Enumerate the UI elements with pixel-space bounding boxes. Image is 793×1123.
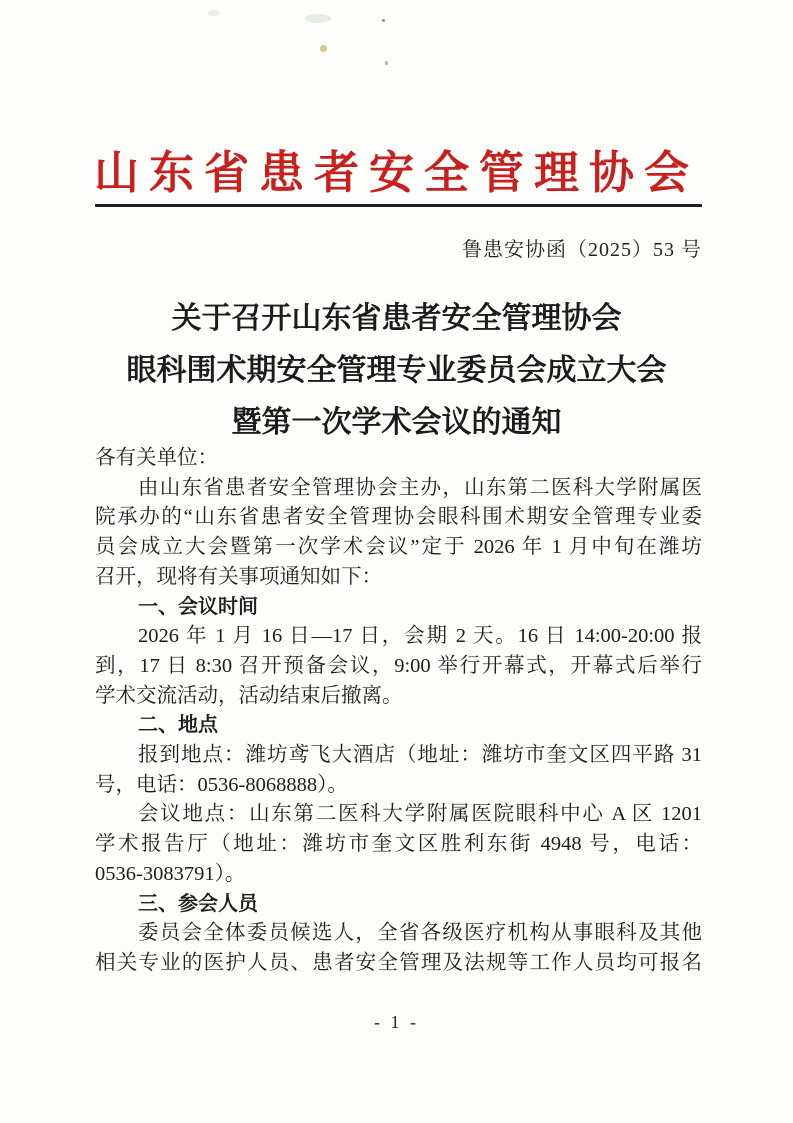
body-line: 0536-3083791）。 — [95, 862, 246, 885]
body-line: 相关专业的医护人员、患者安全管理及法规等工作人员均可报名 — [95, 951, 702, 974]
body-line: 由山东省患者安全管理协会主办，山东第二医科大学附属医 — [138, 476, 702, 499]
scan-speck — [208, 10, 220, 16]
document-title-line-3: 暨第一次学术会议的通知 — [231, 406, 562, 439]
body-line: 号，电话：0536-8068888）。 — [95, 773, 348, 796]
body-line: 学术交流活动，活动结束后撤离。 — [95, 684, 403, 707]
body-line: 召开，现将有关事项通知如下： — [95, 565, 382, 588]
document-reference-number: 鲁患安协函（2025）53 号 — [462, 239, 702, 261]
body-line: 员会成立大会暨第一次学术会议”定于 2026 年 1 月中旬在潍坊 — [95, 536, 702, 559]
scan-speck — [305, 14, 331, 23]
body-line: 2026 年 1 月 16 日—17 日，会期 2 天。16 日 14:00-20:00 报 — [138, 625, 702, 648]
section-heading: 一、会议时间 — [138, 595, 258, 618]
section-heading: 二、地点 — [138, 714, 218, 737]
scan-speck — [385, 61, 388, 65]
document-title-line-1: 关于召开山东省患者安全管理协会 — [171, 302, 622, 335]
scan-speck — [382, 19, 385, 22]
section-heading: 三、参会人员 — [138, 892, 258, 915]
body-line: 委员会全体委员候选人，全省各级医疗机构从事眼科及其他 — [138, 922, 702, 945]
letterhead-org-name: 山东省患者安全管理协会 — [93, 148, 699, 198]
body-line: 报到地点：潍坊鸢飞大酒店（地址：潍坊市奎文区四平路 31 — [138, 744, 702, 767]
body-line: 学术报告厅（地址：潍坊市奎文区胜利东街 4948 号，电话： — [95, 833, 702, 856]
body-line: 院承办的“山东省患者安全管理协会眼科围术期安全管理专业委 — [95, 506, 702, 529]
body-line: 各有关单位： — [95, 447, 218, 469]
document-title — [0, 293, 793, 449]
scan-speck — [320, 45, 327, 52]
document-body — [95, 444, 702, 979]
body-line: 到，17 日 8:30 召开预备会议，9:00 举行开幕式，开幕式后举行 — [95, 654, 702, 677]
body-line: 会议地点：山东第二医科大学附属医院眼科中心 A 区 1201 — [138, 803, 702, 826]
letterhead-rule — [95, 204, 702, 207]
page-number: - 1 - — [374, 1012, 419, 1032]
document-title-line-2: 眼科围术期安全管理专业委员会成立大会 — [126, 354, 667, 387]
